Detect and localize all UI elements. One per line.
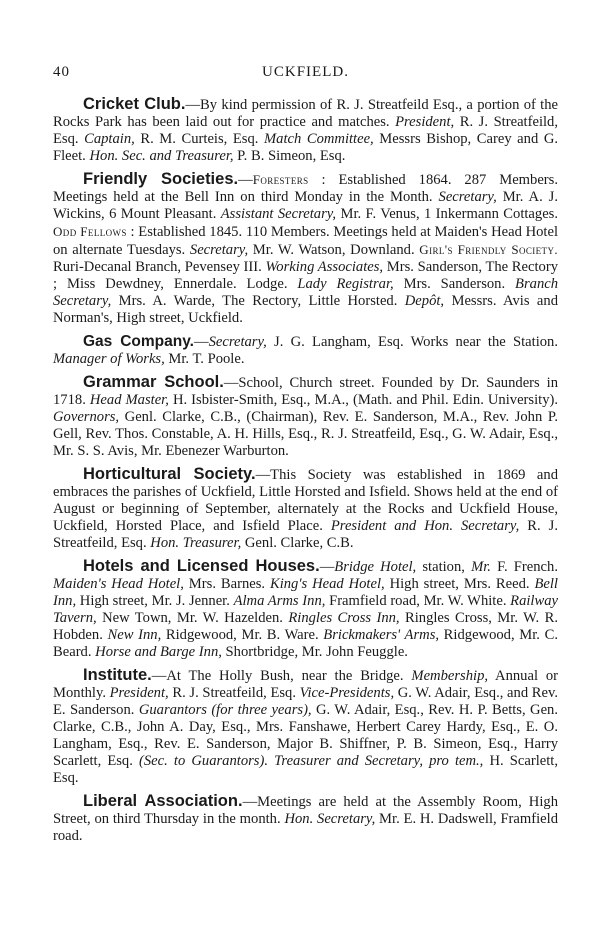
entry-text: R. J. Streatfeild, Esq. — [53, 518, 558, 551]
entry-role: Head Master, — [89, 392, 169, 408]
entry-text: Mr. F. Venus, 1 Inkermann Cottages. — [336, 206, 559, 222]
entry-text: —Meetings are held at the Assembly Room, High Street, on third Thursday in the month. — [53, 794, 558, 827]
entry-text: Ridgewood, Mr. C. Beard. — [53, 627, 558, 660]
entry-friendly-societies — [53, 171, 558, 327]
entry-heading: Liberal Association. — [83, 792, 243, 810]
entry-heading: Institute. — [83, 666, 152, 684]
entry-role: New Inn, — [107, 627, 162, 643]
entry-text: : Established 1845. 110 Members. Meetings held at Maiden's Head Hotel on alternate Tuesdays. — [53, 224, 558, 258]
entry-text: Mrs. Sanderson, The Rectory ; Miss Dewdney, Ennerdale. Lodge. — [53, 259, 559, 292]
entry-role: Brickmakers' Arms, — [323, 627, 440, 643]
entry-text: Ruri-Decanal Branch, Pevensey III. — [53, 259, 266, 275]
entry-role: Depôt, — [404, 293, 445, 309]
entry-text: Ridgewood, Mr. B. Ware. — [161, 627, 324, 643]
entry-role: Hon. Treasurer, — [150, 535, 242, 551]
entry-text: R. M. Curteis, Esq. — [134, 131, 264, 147]
entry-text: Mrs. Sanderson. — [393, 276, 516, 292]
entry-text: High street, Mrs. Reed. — [384, 576, 535, 592]
entry-gas-company — [53, 333, 558, 368]
entry-text: —At The Holly Bush, near the Bridge. — [151, 668, 412, 684]
entry-hotels — [53, 558, 558, 661]
entry-role: Bell Inn, — [53, 576, 558, 609]
entry-text: —School, Church street. Founded by Dr. Saunders in 1718. — [53, 375, 558, 408]
entry-role: Match Committee, — [263, 131, 374, 147]
entry-role: Secretary, — [208, 334, 267, 350]
entry-text: Messrs. Avis and Norman's, High street, Uckfield. — [53, 293, 558, 326]
entry-role: Mr. — [471, 559, 491, 575]
entry-text: — — [319, 559, 335, 575]
entry-text: Mr. A. J. Wickins, 6 Mount Pleasant. — [53, 189, 558, 222]
entry-text: Mr. W. Watson, Downland. — [248, 242, 420, 258]
entry-subheading: Odd Fellows — [53, 224, 127, 239]
entry-role: Bridge Hotel, — [334, 559, 417, 575]
entry-text: Genl. Clarke, C.B. — [241, 535, 354, 551]
entry-heading: Hotels and Licensed Houses. — [83, 557, 320, 575]
entry-text: G. W. Adair, Esq., Rev. H. P. Betts, Gen. Clarke, C.B., John A. Day, Esq., Mrs. Fanshawe, Herbert Carey Hardy, Esq., E. O. Langham, Esq., Rev. E. Sanderson, Major B. Shiffner, P. B. Simeon, Esq., Harry Scarlett, Esq. — [53, 702, 558, 769]
entry-heading: Cricket Club. — [83, 95, 186, 113]
entry-cricket-club — [53, 96, 558, 165]
entry-text: F. French. — [490, 559, 558, 575]
entry-role: Governors, — [53, 409, 120, 425]
entry-text: — — [238, 172, 253, 188]
entry-heading: Horticultural Society. — [83, 465, 256, 483]
entry-role: Assistant Secretary, — [220, 206, 337, 222]
entry-horticultural-society — [53, 466, 558, 552]
entry-role: President and Hon. Secretary, — [330, 518, 520, 534]
entry-text: P. B. Simeon, Esq. — [233, 148, 346, 164]
entry-text: Mr. E. H. Dadswell, Framfield road. — [53, 811, 558, 844]
entry-role: Hon. Sec. and Treasurer, — [89, 148, 234, 164]
entry-heading: Gas Company. — [83, 333, 194, 350]
entry-text: Shortbridge, Mr. John Feuggle. — [221, 644, 408, 660]
entry-role: Ringles Cross Inn, — [288, 610, 400, 626]
entry-text: G. W. Adair, Esq., and Rev. E. Sanderson. — [53, 685, 558, 718]
entry-role: Branch Secretary, — [53, 276, 559, 309]
entry-role: Manager of Works, — [53, 351, 165, 367]
page-body — [53, 96, 558, 851]
entry-text: station, — [416, 559, 472, 575]
entry-text: —By kind permission of R. J. Streatfeild Esq., a portion of the Rocks Park has been laid out for practice and matches. — [53, 97, 558, 130]
entry-role: Alma Arms Inn, — [233, 593, 326, 609]
entry-role: Railway Tavern, — [53, 593, 558, 626]
entry-role: Treasurer and Secretary, pro tem., — [274, 753, 484, 769]
entry-text: — — [193, 334, 209, 350]
entry-text: Framfield road, Mr. W. White. — [325, 593, 511, 609]
entry-role: Hon. Secretary, — [284, 811, 376, 827]
entry-role: King's Head Hotel, — [269, 576, 385, 592]
entry-role: President, — [395, 114, 455, 130]
entry-text: H. Isbister-Smith, Esq., M.A., (Math. and Phil. Edin. University). — [168, 392, 559, 408]
entry-heading: Grammar School. — [83, 373, 224, 391]
entry-text: R. J. Streatfeild, Esq. — [168, 685, 300, 701]
running-title: UCKFIELD. — [262, 64, 349, 80]
entry-role: Lady Registrar, — [297, 276, 394, 292]
entry-text: Genl. Clarke, C.B., (Chairman), Rev. E. Sanderson, M.A., Rev. John P. Gell, Rev. Thos. Constable, A. H. Hills, Esq., R. J. Streatfeild, Esq., G. W. Adair, Esq., Mr. S. S. Avis, Mr. Ebenezer Warburton. — [53, 409, 558, 459]
page-number: 40 — [53, 64, 70, 80]
entry-institute — [53, 667, 558, 787]
entry-text: —This Society was established in 1869 and embraces the parishes of Uckfield, Little Horsted and Isfield. Shows held at the end of August or beginning of September, alternately at the Rocks and Uckfield House, Uckfield, Horsted Place, and Isfield Place. — [53, 467, 558, 534]
entry-role: Secretary, — [438, 189, 497, 205]
entry-text: Mrs. A. Warde, The Rectory, Little Horsted. — [111, 293, 405, 309]
entry-role: Maiden's Head Hotel, — [53, 576, 184, 592]
entry-text: Mr. T. Poole. — [164, 351, 245, 367]
entry-text: H. Scarlett, Esq. — [53, 753, 558, 786]
entry-role: (Sec. to Guarantors). — [139, 753, 268, 769]
entry-text: J. G. Langham, Esq. Works near the Station. — [266, 334, 558, 350]
entry-subheading: Girl's Friendly Society. — [419, 242, 559, 257]
entry-text: : Established 1864. 287 Members. Meetings held at the Bell Inn on third Monday in the Month. — [53, 172, 558, 205]
entry-role: Vice-Presidents, — [299, 685, 395, 701]
entry-liberal-association — [53, 793, 558, 845]
entry-text: Messrs Bishop, Carey and G. Fleet. — [53, 131, 559, 164]
entry-text: R. J. Streatfeild, Esq. — [53, 114, 558, 147]
entry-role: Secretary, — [189, 242, 249, 258]
entry-subheading: Foresters — [252, 172, 309, 187]
entry-grammar-school — [53, 374, 558, 460]
entry-text: Mrs. Barnes. — [183, 576, 270, 592]
entry-role: Working Associates, — [265, 259, 384, 275]
entry-text: Annual or Monthly. — [53, 668, 558, 701]
entry-role: Captain, — [84, 131, 135, 147]
entry-text: Ringles Cross, Mr. W. R. Hobden. — [53, 610, 559, 643]
entry-heading: Friendly Societies. — [83, 170, 239, 188]
entry-role: Membership, — [411, 668, 489, 684]
entry-text: New Town, Mr. W. Hazelden. — [96, 610, 289, 626]
entry-role: Guarantors (for three years), — [138, 702, 312, 718]
entry-role: Horse and Barge Inn, — [95, 644, 222, 660]
entry-text: High street, Mr. J. Jenner. — [76, 593, 234, 609]
entry-role: President, — [109, 685, 169, 701]
